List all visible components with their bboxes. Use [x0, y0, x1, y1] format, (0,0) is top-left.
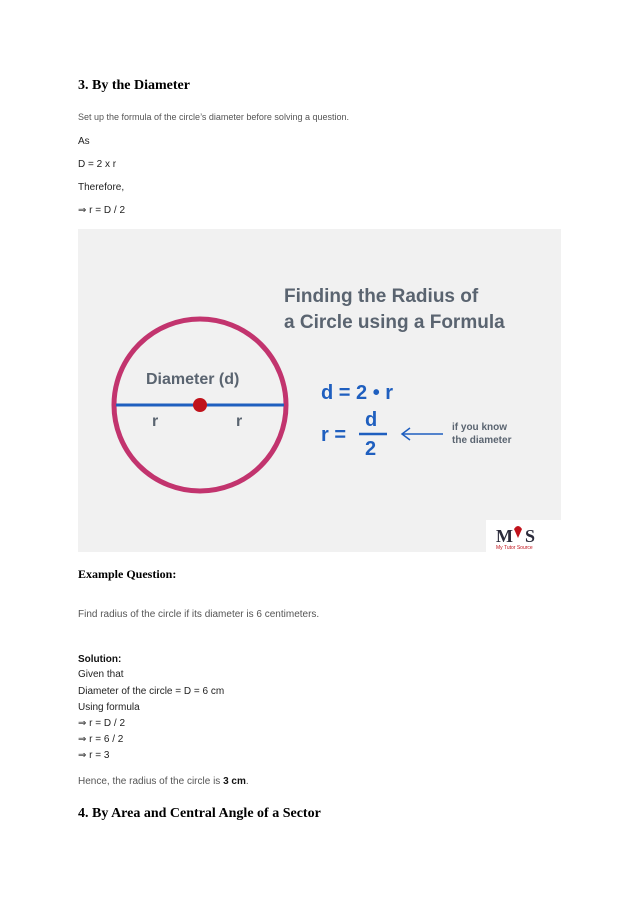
section-3-heading: 3. By the Diameter	[78, 78, 190, 93]
svg-text:S: S	[525, 526, 536, 546]
answer-prefix: Hence, the radius of the circle is	[78, 776, 224, 787]
solution-line: Given that	[78, 669, 124, 680]
solution-line: ⇒ r = D / 2	[78, 718, 126, 729]
hint-line1: if you know	[452, 422, 507, 433]
radius-label-left: r	[152, 413, 159, 430]
section-4-heading: 4. By Area and Central Angle of a Sector	[78, 806, 321, 821]
hint-line2: the diameter	[452, 435, 512, 446]
figure-title-line1: Finding the Radius of	[284, 286, 479, 307]
solution-line: Diameter of the circle = D = 6 cm	[78, 686, 225, 697]
answer-sentence	[78, 776, 249, 787]
my-tutor-source-logo	[486, 520, 561, 552]
solution-label: Solution:	[78, 654, 122, 665]
solution-line: ⇒ r = 3	[78, 750, 110, 761]
diameter-label: Diameter (d)	[146, 371, 240, 388]
answer-value: 3 cm	[223, 776, 246, 787]
answer-suffix: .	[245, 776, 249, 787]
radius-formula-illustration	[78, 229, 561, 552]
center-dot	[193, 398, 207, 412]
illustration-svg	[78, 229, 561, 552]
radius-label-right: r	[236, 413, 243, 430]
solution-line: Using formula	[78, 702, 140, 713]
svg-text:M: M	[496, 526, 513, 546]
equation-r-lhs: r =	[321, 424, 347, 446]
example-heading: Example Question:	[78, 567, 177, 581]
as-text: As	[78, 136, 90, 147]
equation-d: d = 2 • r	[321, 382, 394, 404]
therefore-text: Therefore,	[78, 182, 125, 193]
derived-formula: ⇒ r = D / 2	[78, 205, 126, 216]
figure-title-line2: a Circle using a Formula	[284, 312, 505, 333]
solution-line: ⇒ r = 6 / 2	[78, 734, 124, 745]
diameter-formula: D = 2 x r	[78, 159, 117, 170]
fraction-numerator: d	[365, 409, 378, 431]
svg-text:My Tutor Source: My Tutor Source	[496, 545, 533, 551]
fraction-denominator: 2	[365, 438, 377, 460]
example-question: Find radius of the circle if its diameter is 6 centimeters.	[78, 609, 320, 620]
section-3-intro: Set up the formula of the circle’s diameter before solving a question.	[78, 112, 349, 122]
